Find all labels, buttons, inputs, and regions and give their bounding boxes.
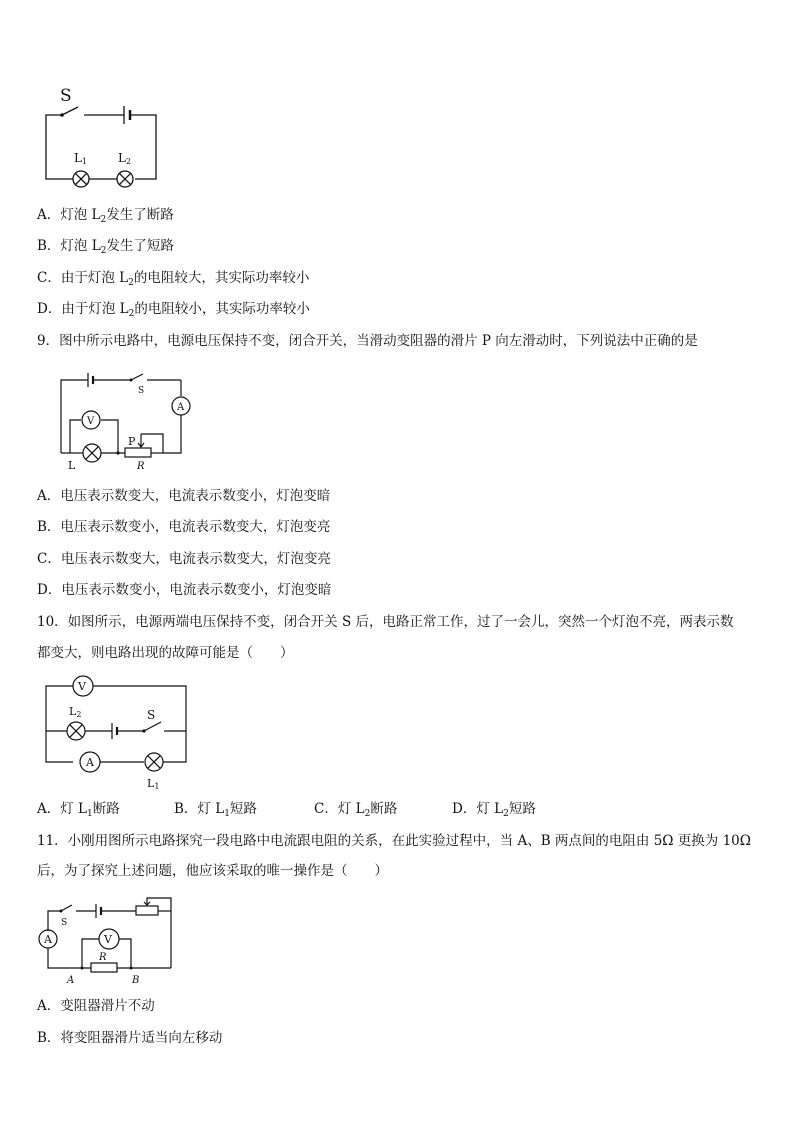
q10-voltmeter-label: V: [78, 680, 86, 693]
q9-lamp-label: L: [68, 459, 76, 472]
q9-switch-label: S: [138, 386, 145, 396]
q9-option-d: D．电压表示数变小，电流表示数变小，灯泡变暗: [37, 582, 332, 598]
q9-voltmeter-label: V: [87, 416, 95, 427]
q10-circuit-figure: [40, 673, 195, 795]
q11-option-b: B．将变阻器滑片适当向左移动: [37, 1030, 223, 1046]
q11-circuit-figure: [36, 893, 186, 988]
q11-resistor-label: R: [99, 952, 107, 963]
q8-option-a: A．灯泡 $L_2$发生了断路: [37, 207, 174, 225]
q10-stem-line2: 都变大，则电路出现的故障可能是（ ）: [37, 645, 294, 661]
q11-point-b-label: B: [132, 975, 140, 986]
q8-lamp2-label: L: [118, 151, 126, 165]
q8-option-b: B．灯泡 $L_2$发生了短路: [37, 238, 174, 256]
q10-option-b: B．灯 $L_1$短路: [174, 801, 257, 819]
q10-lamp1-label: L: [147, 777, 155, 790]
q10-ammeter-label: A: [86, 756, 94, 769]
q10-lamp2-label: L: [69, 705, 77, 718]
q8-option-d: D．由于灯泡 $L_2$的电阻较小，其实际功率较小: [37, 301, 310, 319]
q8-lamp1-label: L: [74, 151, 82, 165]
svg-text:L1: L1: [74, 151, 88, 166]
q9-stem: 9．图中所示电路中，电源电压保持不变，闭合开关，当滑动变阻器的滑片 P 向左滑动时，下列说法中正确的是: [37, 333, 698, 349]
q9-ammeter-label: A: [177, 402, 185, 413]
q9-rheostat-label: R: [137, 461, 145, 472]
q10-switch-label: S: [147, 708, 156, 722]
svg-text:L2: L2: [118, 151, 132, 166]
q9-circuit-figure: [55, 368, 205, 473]
q11-option-a: A．变阻器滑片不动: [37, 998, 155, 1014]
q11-voltmeter-label: V: [104, 933, 112, 946]
q9-option-b: B．电压表示数变小，电流表示数变大，灯泡变亮: [37, 519, 331, 535]
q10-option-c: C．灯 $L_2$断路: [314, 801, 398, 819]
svg-text:L2: L2: [69, 705, 82, 719]
q11-point-a-label: A: [67, 975, 75, 986]
q11-stem-line1: 11．小刚用图所示电路探究一段电路中电流跟电阻的关系，在此实验过程中，当 A、B 两点间的电阻由 5Ω 更换为 10Ω: [37, 833, 751, 849]
q11-switch-label: S: [61, 918, 68, 928]
q9-option-c: C．电压表示数变大，电流表示数变大，灯泡变亮: [37, 551, 331, 567]
q10-options-row: [37, 799, 757, 819]
svg-text:L1: L1: [147, 777, 160, 791]
q10-option-d: D．灯 $L_2$短路: [452, 801, 536, 819]
q9-option-a: A．电压表示数变大，电流表示数变小，灯泡变暗: [37, 488, 331, 504]
q9-slider-label: P: [128, 435, 136, 448]
q8-circuit-figure: [40, 82, 170, 192]
q8-option-c: C．由于灯泡 $L_2$的电阻较大，其实际功率较小: [37, 270, 310, 288]
q8-switch-label: S: [60, 86, 72, 106]
q10-option-a: A．灯 $L_1$断路: [37, 801, 120, 819]
q11-stem-line2: 后，为了探究上述问题，他应该采取的唯一操作是（ ）: [37, 863, 388, 879]
q10-stem-line1: 10．如图所示，电源两端电压保持不变，闭合开关 S 后，电路正常工作，过了一会儿，突然一个灯泡不亮，两表示数: [37, 614, 734, 630]
q11-ammeter-label: A: [44, 933, 52, 946]
